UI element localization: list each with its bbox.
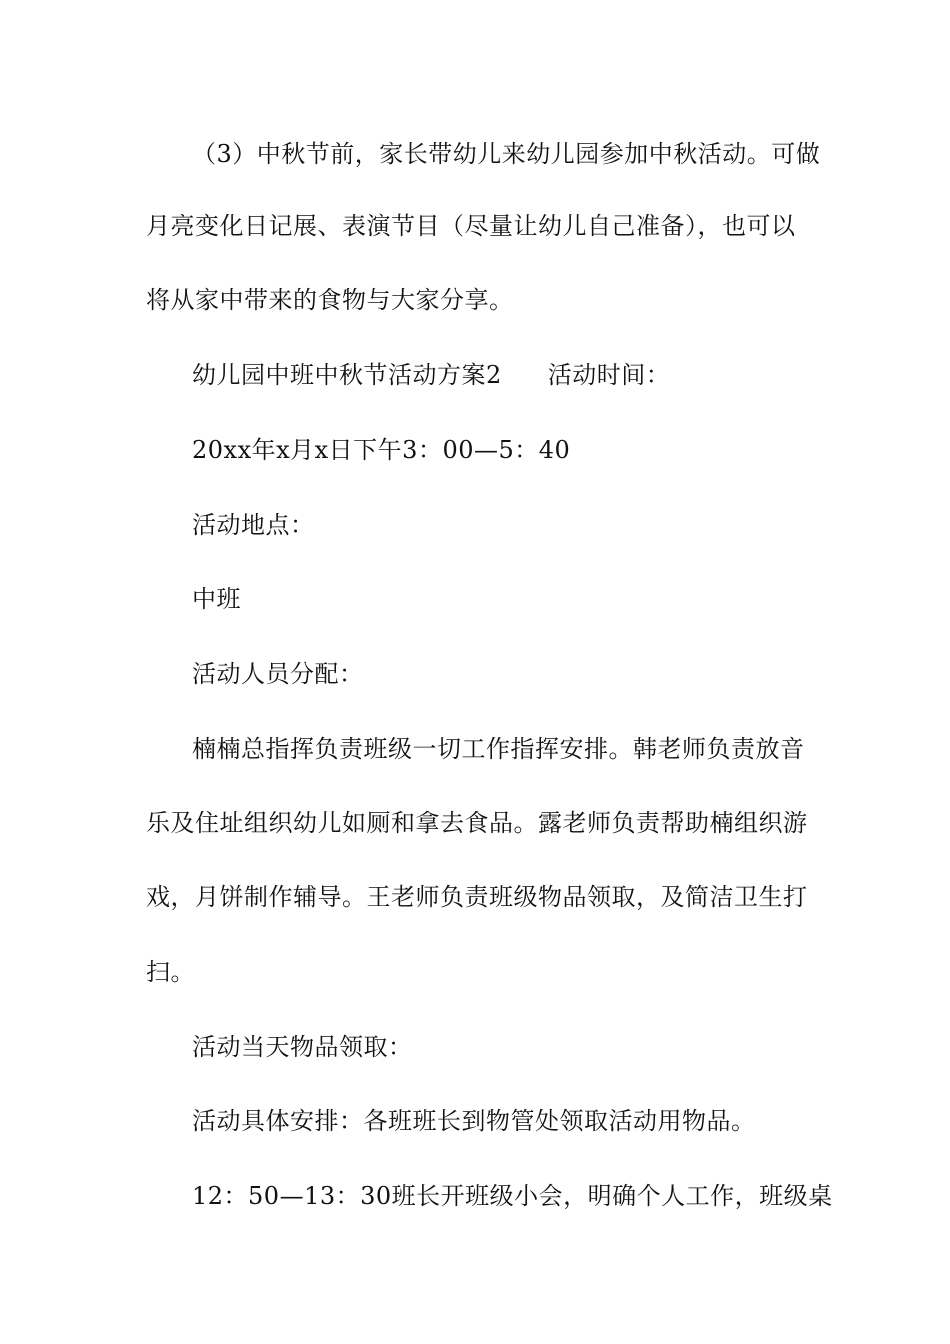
field-label: 活动时间： <box>547 361 671 389</box>
paragraph-line: 将从家中带来的食物与大家分享。 <box>146 286 514 314</box>
paragraph-line: 20xx年x月x日下午3：00—5：40 <box>192 436 571 464</box>
paragraph-line: 中班 <box>192 585 241 613</box>
paragraph-line: 扫。 <box>146 958 195 986</box>
paragraph-line: 12：50—13：30班长开班级小会，明确个人工作，班级桌 <box>192 1182 833 1210</box>
section-title: 幼儿园中班中秋节活动方案2 <box>192 361 502 389</box>
paragraph-line: 戏，月饼制作辅导。王老师负责班级物品领取，及简洁卫生打 <box>146 883 808 911</box>
section-heading-line <box>192 355 862 395</box>
paragraph-line: 楠楠总指挥负责班级一切工作指挥安排。韩老师负责放音 <box>192 735 805 763</box>
paragraph-line: 活动具体安排：各班班长到物管处领取活动用物品。 <box>192 1107 756 1135</box>
paragraph-line: 活动地点： <box>192 511 315 539</box>
paragraph-line: 月亮变化日记展、表演节目（尽量让幼儿自己准备），也可以 <box>146 212 796 240</box>
paragraph-line: 活动当天物品领取： <box>192 1033 413 1061</box>
paragraph-line: （3）中秋节前，家长带幼儿来幼儿园参加中秋活动。可做 <box>192 140 821 168</box>
paragraph-line: 活动人员分配： <box>192 660 364 688</box>
paragraph-line: 乐及住址组织幼儿如厕和拿去食品。露老师负责帮助楠组织游 <box>146 809 808 837</box>
